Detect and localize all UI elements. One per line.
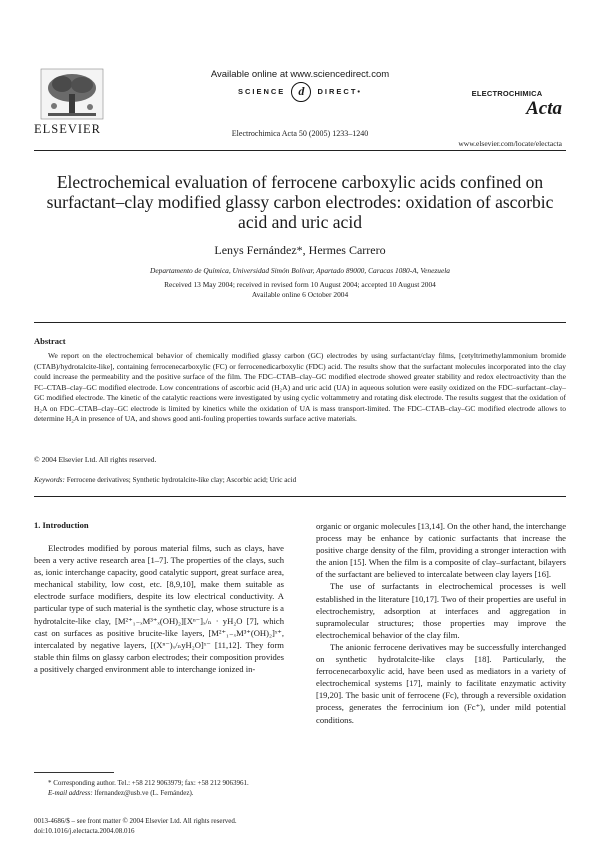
email-label: E-mail address: <box>48 789 93 797</box>
available-date: Available online 6 October 2004 <box>251 290 349 299</box>
corresponding-author: * Corresponding author. Tel.: +58 212 9063979; fax: +58 212 9063961. <box>48 779 249 787</box>
journal-name: ELECTROCHIMICA <box>471 89 543 98</box>
header-rule <box>34 150 566 151</box>
received-dates: Received 13 May 2004; received in revised form 10 August 2004; accepted 10 August 2004 <box>164 280 436 289</box>
sciencedirect-logo: SCIENCE d DIRECT• <box>0 82 600 102</box>
journal-url[interactable]: www.elsevier.com/locate/electacta <box>458 139 562 148</box>
journal-name-acta: Acta <box>526 98 562 119</box>
intro-right-p1: organic or organic molecules [13,14]. On the other hand, the interchange process may be enhance by cationic surfactants that increase the positive charge density of the film, providing a stronger interaction with the anion [15]. When the film is a composite of clay–surfactant, bilayers of the surfactant are believed to intercalate between clay layers [16]. <box>316 521 567 580</box>
publisher-name: ELSEVIER <box>34 122 102 136</box>
affiliation: Departamento de Química, Universidad Simón Bolívar, Apartado 89000, Caracas 1080-A, Venezuela <box>150 266 450 275</box>
email-line <box>34 788 284 798</box>
keywords-label: Keywords: <box>34 476 65 484</box>
abstract-heading: Abstract <box>34 336 66 346</box>
abstract-copyright: © 2004 Elsevier Ltd. All rights reserved. <box>34 455 157 464</box>
footnote-rule <box>34 772 114 773</box>
available-online-link[interactable]: Available online at www.sciencedirect.com <box>210 69 390 80</box>
sd-left: SCIENCE <box>237 86 286 96</box>
intro-right-p2: The use of surfactants in electrochemical processes is well established in the literature [10,17]. Two of their properties are useful in electrochemistry, adsorption at interfaces and aggregation in supramolecular structures; those properties may improve the electrochemical behavior of the clay film. <box>316 581 566 640</box>
sd-at-icon: d <box>291 82 311 102</box>
intro-right-p3: The anionic ferrocene derivatives may be successfully interchanged on synthetic hydrotalcite-like clays [18]. Particularly, the ferrocenecarboxylic acid, have been used as mediators in a variety of electrochemical systems [17], mainly to facilitate enzymatic activity [19,20]. The basic unit of ferrocene (Fc), through a reversible oxidation process, generates the ferrocinium ion (Fc⁺), under mild potential conditions. <box>316 641 566 725</box>
keywords <box>34 476 296 484</box>
keywords-text: Ferrocene derivatives; Synthetic hydrotalcite-like clay; Ascorbic acid; Uric acid <box>66 476 297 484</box>
intro-right-column <box>316 520 566 726</box>
article-title: Electrochemical evaluation of ferrocene carboxylic acids confined on surfactant–clay modified glassy carbon electrodes: oxidation of ascorbic acid and uric acid <box>46 172 554 232</box>
issn-line: 0013-4686/$ – see front matter © 2004 Elsevier Ltd. All rights reserved. <box>34 817 237 825</box>
email-address[interactable]: lfernandez@usb.ve (L. Fernández). <box>94 789 194 797</box>
abstract-body: We report on the electrochemical behavior of chemically modified glassy carbon (GC) electrodes by using surfactant/clay films, [cetyltrimethylammonium bromide (CTAB)/hydrotalcite-like], containing ferrocenecarboxylic (FC) or ferrocenedicarboxylic (FDC) acid. The results show that the surfactant molecules incorporated into the clay could increase the permeability and the positive surface of the film. The FDC–CTAB–clay–GC modified electrode showed greater stability and redox electroactivity than the FC–CTAB–clay–GC modified electrode. Low concentrations of ascorbic acid (H₂A) and uric acid (UA) in aqueous solution were easily oxidized on the FDC–surfactant–clay–GC modified electrode. The kinetic of the catalytic reactions were investigated by using cyclic voltammetry and rotating disk electrode. The results suggest that the oxidation of H₂A on FDC–CTAB–clay–GC electrode is limited by kinetics while the oxidation of UA is mass transport-limited. The FDC–CTAB–clay–GC modified electrode allows to determine H₂A in presence of UA, and shows good anti-fouling properties towards surface active materials. <box>34 351 566 423</box>
front-matter-info <box>34 816 237 836</box>
section-introduction-title: 1. Introduction <box>34 520 89 530</box>
footnote <box>34 778 284 798</box>
sd-right: DIRECT <box>317 86 358 96</box>
doi-line[interactable]: doi:10.1016/j.electacta.2004.08.016 <box>34 827 135 835</box>
abstract-bottom-rule <box>34 496 566 497</box>
intro-left-column: Electrodes modified by porous material films, such as clays, have been a very active research area [1–7]. The properties of the clays, such as, ionic interchange capacity, good catalytic support, great surface area, mechanical stability, low cost, etc. [8,9,10], make them suitable as electrode surface modifiers, despite its low electrical conductivity. A particular type of such material is the synthetic clay, whose structure is a hydrotalcite-like clay, [M²⁺₁₋ₓM³⁺ₓ(OH)₂][Xⁿ⁻]ₓ/ₙ · yH₂O [7], which cast on surfaces as positive brucite-like layers, [M²⁺₁₋ₓM³⁺(OH)₂]ˣ⁺, intercalated by negative layers, [(Xⁿ⁻)ₓ/ₙyH₂O]ˣ⁻ [11,12]. They form stable thin films on glassy carbon electrodes; their composition provides a positively charged environment able to interchange ionized in- <box>34 543 284 674</box>
abstract-top-rule <box>34 322 566 323</box>
dates <box>0 280 600 300</box>
authors: Lenys Fernández*, Hermes Carrero <box>214 243 386 257</box>
journal-reference: Electrochimica Acta 50 (2005) 1233–1240 <box>231 129 369 138</box>
